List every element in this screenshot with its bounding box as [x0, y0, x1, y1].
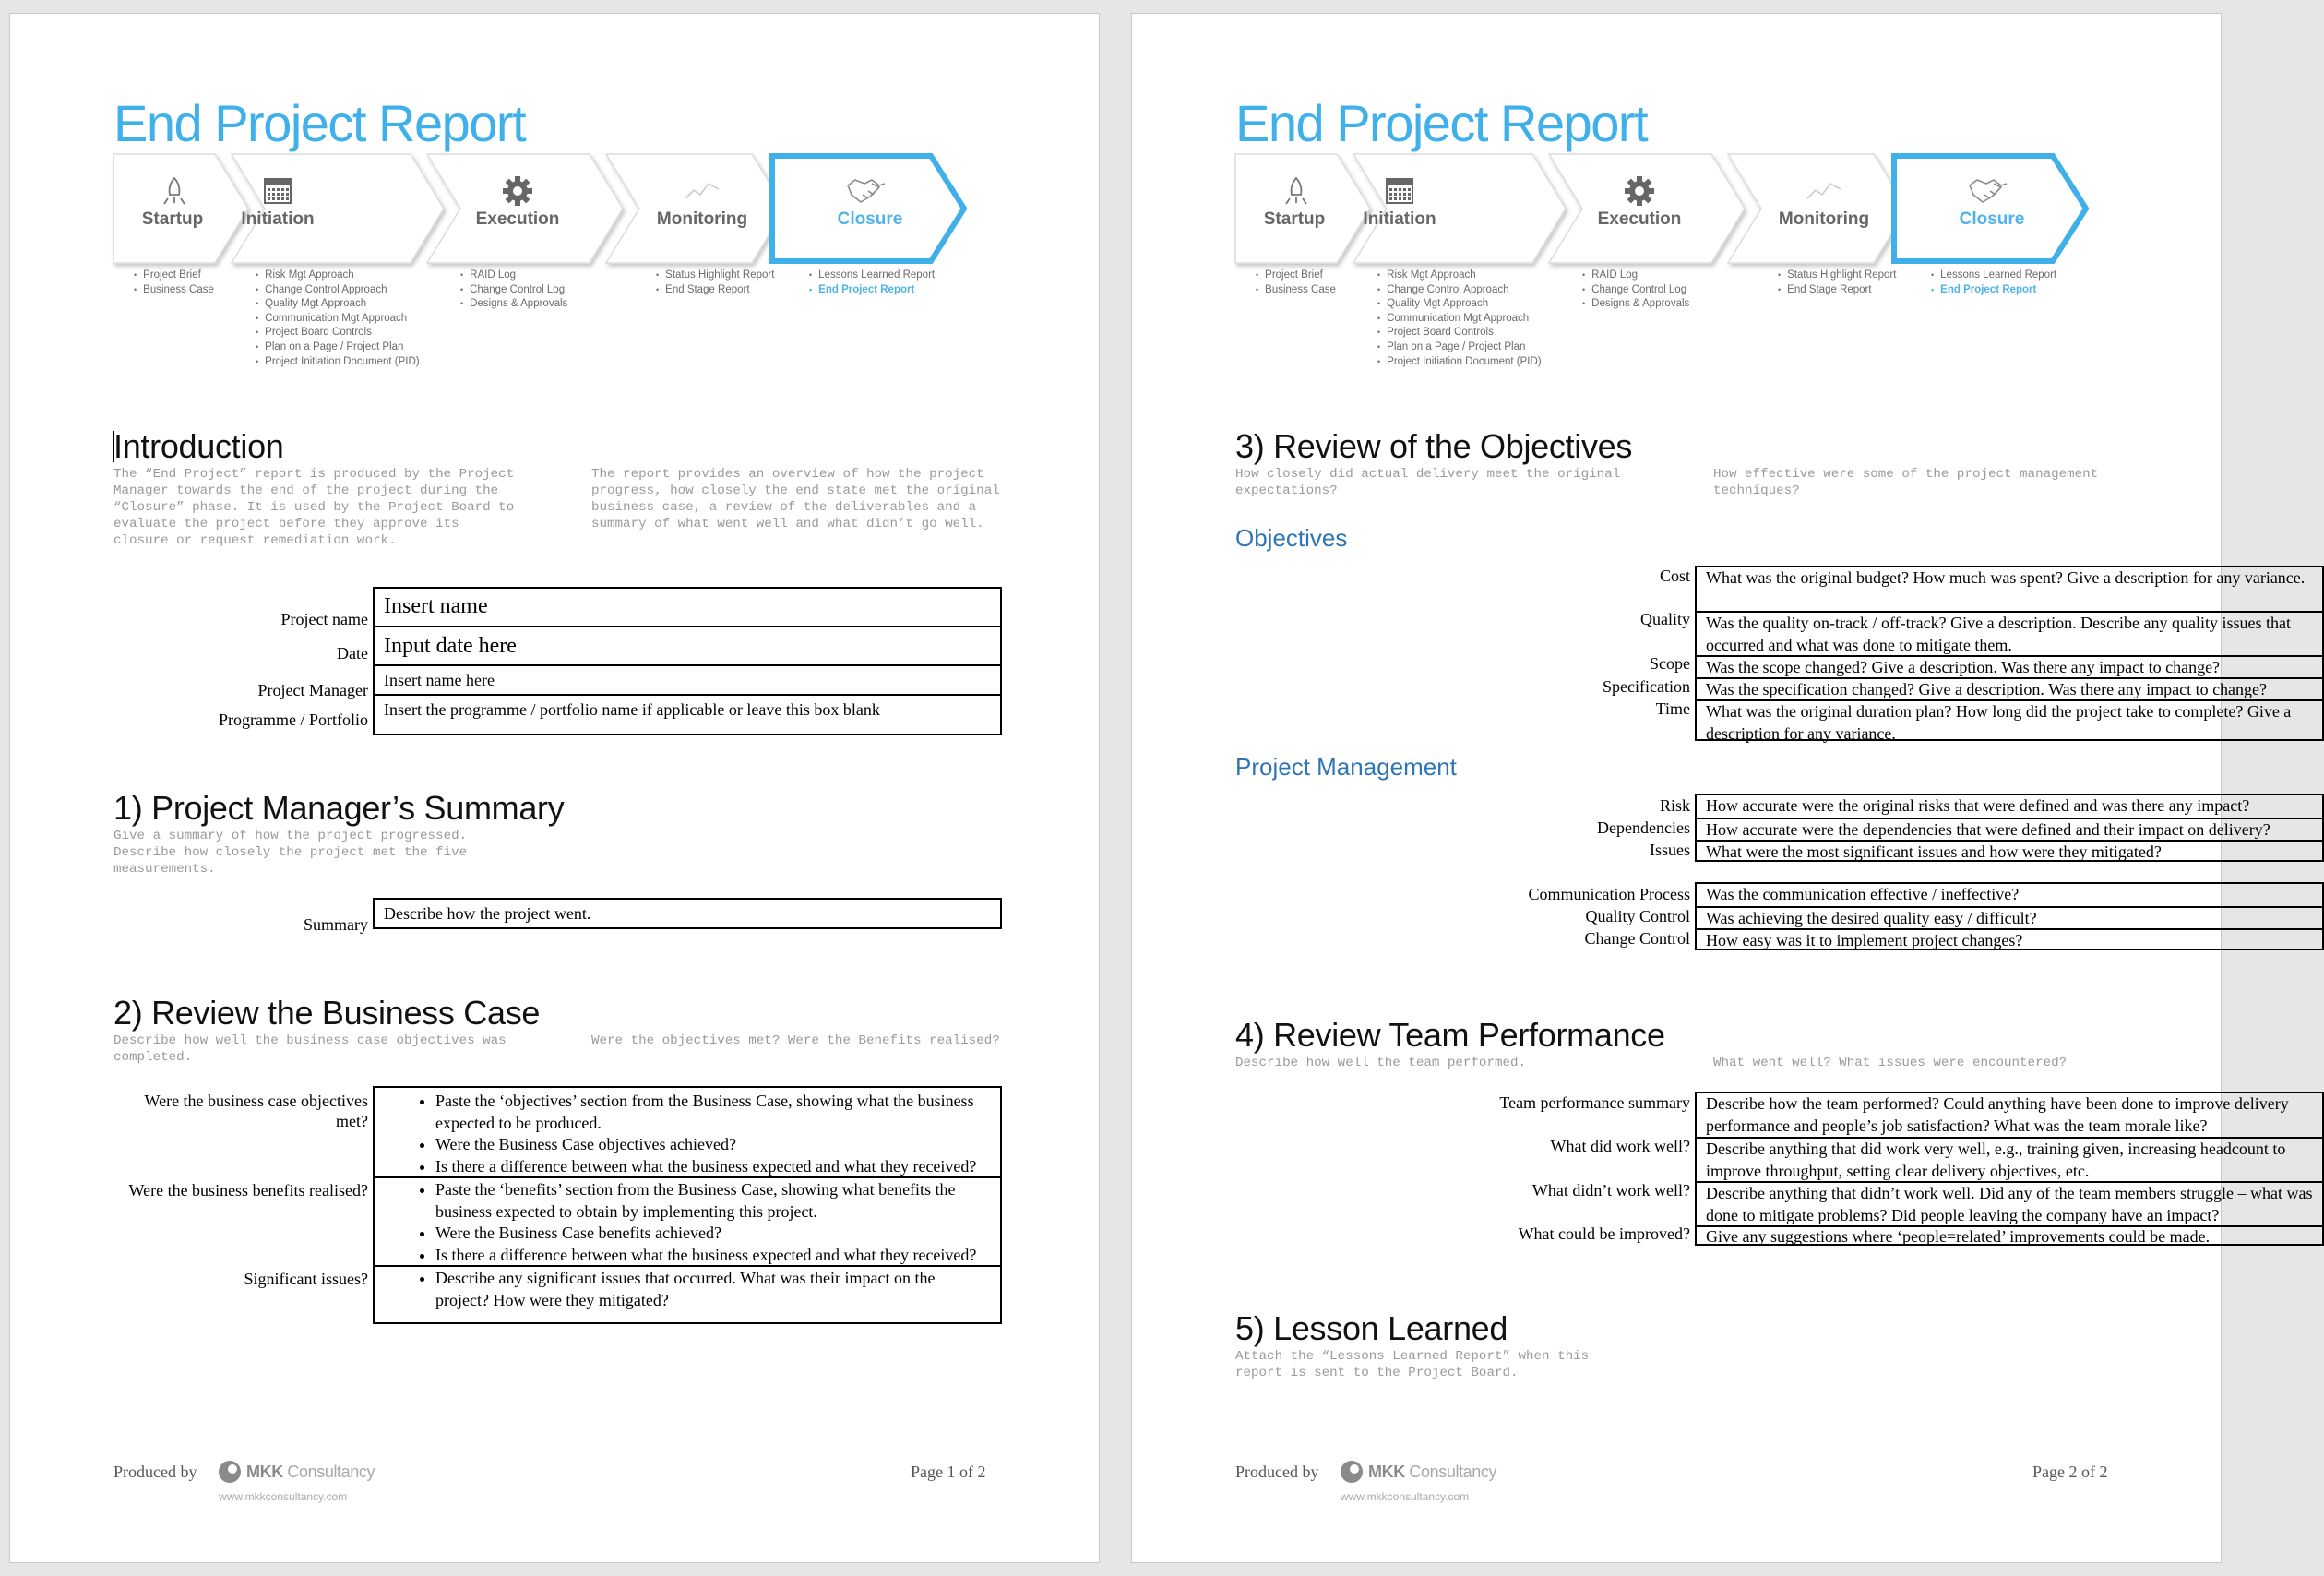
quality-label: Quality — [1640, 610, 1690, 628]
team-summary-field[interactable]: Describe how the team performed? Could anything have been done to improve delivery performance and people’s job satisfaction? What was the team morale like? — [1706, 1094, 2289, 1135]
deliverable-item: • End Stage Report — [656, 283, 774, 298]
cost-field[interactable]: What was the original budget? How much was spent? Give a description for any variance. — [1706, 568, 2306, 587]
mkk-logo: MKK Consultancy — [1368, 1463, 1497, 1481]
stage-chevron-closure — [1894, 156, 2086, 261]
specification-label: Specification — [1603, 677, 1690, 696]
summary-label: Summary — [304, 915, 368, 934]
project-manager-field[interactable]: Insert name here — [375, 664, 1000, 694]
deliverable-item: • Change Control Log — [1582, 283, 1689, 298]
section-3-heading: 3) Review of the Objectives — [1235, 427, 1633, 465]
deliverable-item: • Project Brief — [134, 269, 214, 283]
stage-chevron-monitoring — [606, 154, 785, 263]
pm-risk-table — [1695, 794, 2324, 862]
bullet-item: • Is there a difference between what the business expected and what they received? — [435, 1156, 991, 1178]
lion-logo-icon — [1339, 1459, 1365, 1485]
issues-label: Issues — [1650, 841, 1690, 859]
deliverable-item: • Business Case — [1256, 283, 1336, 298]
bullet-item: • Paste the ‘benefits’ section from the Business Case, showing what benefits the business expected to obtain by implementing this project. — [435, 1179, 991, 1223]
document-page-1 — [9, 13, 1100, 1563]
intro-text-left: The “End Project” report is produced by the Project Manager towards the end of the project during the “Closure” phase. It is used by the Project Board to evaluate the project before they approve its closure or request remediation work. — [113, 467, 515, 548]
risk-label: Risk — [1659, 796, 1690, 815]
communication-process-field[interactable]: Was the communication effective / ineffective? — [1706, 885, 2020, 903]
deliverable-item: • Plan on a Page / Project Plan — [1377, 340, 1542, 355]
section-1-note: Give a summary of how the project progressed. Describe how closely the project met the five measurements. — [113, 829, 468, 877]
risk-field[interactable]: How accurate were the original risks that were defined and was there any impact? — [1706, 796, 2250, 815]
stage-chevron-startup — [1235, 154, 1370, 263]
did-not-work-well-label: What didn’t work well? — [1531, 1181, 1690, 1200]
deliverable-item: • Change Control Approach — [1377, 283, 1542, 298]
business-benefits-label: Were the business benefits realised? — [128, 1181, 368, 1200]
business-objectives-label: Were the business case objectives met? — [144, 1092, 368, 1130]
section-1-heading: 1) Project Manager’s Summary — [113, 789, 565, 827]
project-manager-label: Project Manager — [257, 681, 368, 699]
did-not-work-well-field[interactable]: Describe anything that didn’t work well. Did any of the team members struggle – what was done to mitigate problems? Did people leaving the company have an impact? — [1697, 1181, 2322, 1225]
deliverable-item: • Change Control Log — [460, 283, 567, 298]
project-name-field[interactable]: Insert name — [384, 594, 488, 618]
stage-chevron-monitoring — [1728, 154, 1907, 263]
section-3-note-right: How effective were some of the project management techniques? — [1713, 467, 2099, 498]
gear-icon — [503, 176, 532, 206]
objectives-bullet-list — [384, 1091, 991, 1177]
stage-chevron-initiation — [1353, 154, 1566, 263]
stage-deliverables-execution — [460, 269, 567, 312]
business-objectives-field[interactable] — [375, 1088, 1000, 1176]
change-control-field[interactable]: How easy was it to implement project changes? — [1697, 928, 2322, 949]
deliverable-item: • Project Board Controls — [1377, 326, 1542, 340]
worked-well-label: What did work well? — [1550, 1137, 1690, 1155]
significant-issues-field[interactable] — [375, 1265, 1000, 1322]
could-be-improved-field[interactable]: Give any suggestions where ‘people=related’ improvements could be made. — [1697, 1225, 2322, 1244]
stage-label-startup: Startup — [1263, 209, 1326, 229]
stage-deliverables-startup — [134, 269, 214, 297]
stage-deliverables-closure — [1931, 269, 2056, 297]
team-performance-table — [1695, 1092, 2324, 1246]
business-benefits-field[interactable] — [375, 1176, 1000, 1265]
deliverable-item: • Designs & Approvals — [1582, 297, 1689, 312]
could-be-improved-label: What could be improved? — [1518, 1224, 1690, 1243]
section-4-note-left: Describe how well the team performed. — [1235, 1056, 1527, 1070]
change-control-label: Change Control — [1584, 929, 1690, 948]
stage-deliverables-execution — [1582, 269, 1689, 312]
bullet-item: • Were the Business Case benefits achieved? — [435, 1223, 991, 1245]
dependencies-label: Dependencies — [1597, 818, 1690, 837]
worked-well-field[interactable]: Describe anything that did work very well, e.g., training given, increasing headcount to improve throughput, setting clear delivery objectives, etc. — [1697, 1137, 2322, 1181]
gear-icon — [1625, 176, 1654, 206]
deliverable-item: • Risk Mgt Approach — [256, 269, 420, 283]
deliverable-item: • Risk Mgt Approach — [1377, 269, 1542, 283]
stage-label-monitoring: Monitoring — [656, 209, 748, 229]
deliverable-item: • Lessons Learned Report — [809, 269, 935, 283]
produced-by-label: Produced by — [1235, 1463, 1319, 1481]
section-4-heading: 4) Review Team Performance — [1235, 1016, 1665, 1054]
stage-deliverables-startup — [1256, 269, 1336, 297]
cost-label: Cost — [1659, 567, 1690, 585]
stage-deliverables-monitoring — [1778, 269, 1896, 297]
deliverable-item: • Designs & Approvals — [460, 297, 567, 312]
pm-process-table — [1695, 882, 2324, 950]
stage-label-initiation: Initiation — [1363, 209, 1436, 229]
section-5-note: Attach the “Lessons Learned Report” when this report is sent to the Project Board. — [1235, 1349, 1590, 1380]
company-url: www.mkkconsultancy.com — [219, 1490, 348, 1503]
deliverable-item: • Quality Mgt Approach — [256, 297, 420, 312]
introduction-heading: Introduction — [113, 427, 284, 465]
produced-by-label: Produced by — [113, 1463, 197, 1481]
deliverable-item: • RAID Log — [1582, 269, 1689, 283]
bullet-item: • Is there a difference between what the business expected and what they received? — [435, 1245, 991, 1267]
stage-label-startup: Startup — [141, 209, 204, 229]
deliverable-item: • Plan on a Page / Project Plan — [256, 340, 420, 355]
objectives-heading: Objectives — [1235, 524, 1348, 552]
lion-logo-icon — [217, 1459, 243, 1485]
deliverable-item: • Project Initiation Document (PID) — [1377, 355, 1542, 370]
programme-portfolio-field[interactable]: Insert the programme / portfolio name if applicable or leave this box blank — [375, 694, 1000, 734]
deliverable-item: • End Stage Report — [1778, 283, 1896, 298]
document-page-2 — [1131, 13, 2313, 1563]
deliverable-item: • Lessons Learned Report — [1931, 269, 2056, 283]
company-url: www.mkkconsultancy.com — [1341, 1490, 1470, 1503]
business-case-table — [373, 1086, 1002, 1324]
section-3-note-left: How closely did actual delivery meet the original expectations? — [1235, 467, 1621, 498]
deliverable-item: • RAID Log — [460, 269, 567, 283]
stage-chevron-initiation — [232, 154, 444, 263]
stage-label-execution: Execution — [1597, 209, 1682, 229]
specification-field[interactable]: Was the specification changed? Give a description. Was there any impact to change? — [1697, 677, 2322, 699]
report-title: End Project Report — [1235, 94, 1648, 152]
stage-label-monitoring: Monitoring — [1778, 209, 1870, 229]
date-label: Date — [337, 644, 368, 663]
stage-chevron-closure — [772, 156, 964, 261]
stage-label-closure: Closure — [1959, 209, 2025, 229]
time-label: Time — [1655, 699, 1690, 718]
time-field[interactable]: What was the original duration plan? How long did the project take to complete? Give a description for any variance. — [1697, 699, 2322, 739]
deliverable-item: • Project Initiation Document (PID) — [256, 355, 420, 370]
section-2-note-right: Were the objectives met? Were the Benefits realised? — [591, 1033, 1000, 1048]
issues-bullet-list — [384, 1268, 991, 1311]
summary-table — [373, 898, 1002, 929]
scope-label: Scope — [1650, 654, 1690, 673]
stage-label-initiation: Initiation — [241, 209, 315, 229]
dependencies-field[interactable]: How accurate were the dependencies that were defined and their impact on delivery? — [1697, 818, 2322, 840]
stage-chevron-execution — [1549, 154, 1745, 263]
section-5-heading: 5) Lesson Learned — [1235, 1309, 1508, 1347]
communication-process-label: Communication Process — [1528, 885, 1690, 903]
deliverable-item: • Change Control Approach — [256, 283, 420, 298]
benefits-bullet-list — [384, 1179, 991, 1266]
page-number: Page 1 of 2 — [911, 1463, 986, 1481]
deliverable-item: • End Project Report — [809, 283, 935, 298]
issues-field[interactable]: What were the most significant issues and how were they mitigated? — [1697, 840, 2322, 860]
calendar-icon — [265, 179, 291, 203]
stage-deliverables-initiation — [256, 269, 420, 369]
bullet-item: • Paste the ‘objectives’ section from the Business Case, showing what the business expected to be produced. — [435, 1091, 991, 1134]
bullet-item: • Were the Business Case objectives achieved? — [435, 1134, 991, 1156]
report-title: End Project Report — [113, 94, 526, 152]
scope-field[interactable]: Was the scope changed? Give a description. Was there any impact to change? — [1697, 655, 2322, 677]
deliverable-item: • Status Highlight Report — [1778, 269, 1896, 283]
deliverable-item: • Status Highlight Report — [656, 269, 774, 283]
calendar-icon — [1387, 179, 1412, 203]
stage-label-execution: Execution — [475, 209, 560, 229]
deliverable-item: • End Project Report — [1931, 283, 2056, 298]
quality-field[interactable]: Was the quality on-track / off-track? Give a description. Describe any quality issues that occurred and what was done to mitigate them. — [1697, 611, 2322, 655]
project-name-label: Project name — [280, 610, 368, 628]
objectives-table — [1695, 566, 2324, 741]
mkk-logo: MKK Consultancy — [246, 1463, 375, 1481]
stage-chevron-startup — [113, 154, 248, 263]
deliverable-item: • Project Board Controls — [256, 326, 420, 340]
programme-portfolio-label: Programme / Portfolio — [219, 710, 368, 729]
quality-control-label: Quality Control — [1585, 907, 1690, 925]
quality-control-field[interactable]: Was achieving the desired quality easy / difficult? — [1697, 906, 2322, 928]
significant-issues-label: Significant issues? — [244, 1270, 368, 1288]
section-4-note-right: What went well? What issues were encountered? — [1713, 1056, 2068, 1070]
stage-deliverables-initiation — [1377, 269, 1542, 369]
summary-field[interactable]: Describe how the project went. — [384, 904, 591, 923]
project-management-heading: Project Management — [1235, 753, 1457, 781]
deliverable-item: • Project Brief — [1256, 269, 1336, 283]
section-2-note-left: Describe how well the business case objectives was completed. — [113, 1033, 507, 1065]
team-summary-label: Team performance summary — [1499, 1093, 1690, 1112]
stage-deliverables-monitoring — [656, 269, 774, 297]
deliverable-item: • Quality Mgt Approach — [1377, 297, 1542, 312]
deliverable-item: • Business Case — [134, 283, 214, 298]
date-field[interactable]: Input date here — [375, 626, 1000, 664]
bullet-item: • Describe any significant issues that occurred. What was their impact on the project? How were they mitigated? — [435, 1268, 991, 1311]
stage-label-closure: Closure — [837, 209, 903, 229]
stage-deliverables-closure — [809, 269, 935, 297]
deliverable-item: • Communication Mgt Approach — [1377, 312, 1542, 327]
stage-chevron-execution — [427, 154, 623, 263]
page-number: Page 2 of 2 — [2032, 1463, 2108, 1481]
section-2-heading: 2) Review the Business Case — [113, 994, 541, 1032]
project-details-table — [373, 587, 1002, 735]
deliverable-item: • Communication Mgt Approach — [256, 312, 420, 327]
intro-text-right: The report provides an overview of how the project progress, how closely the end state met the original business case, a review of the deliverables and a summary of what went well and what didn’t go well. — [591, 467, 1000, 531]
